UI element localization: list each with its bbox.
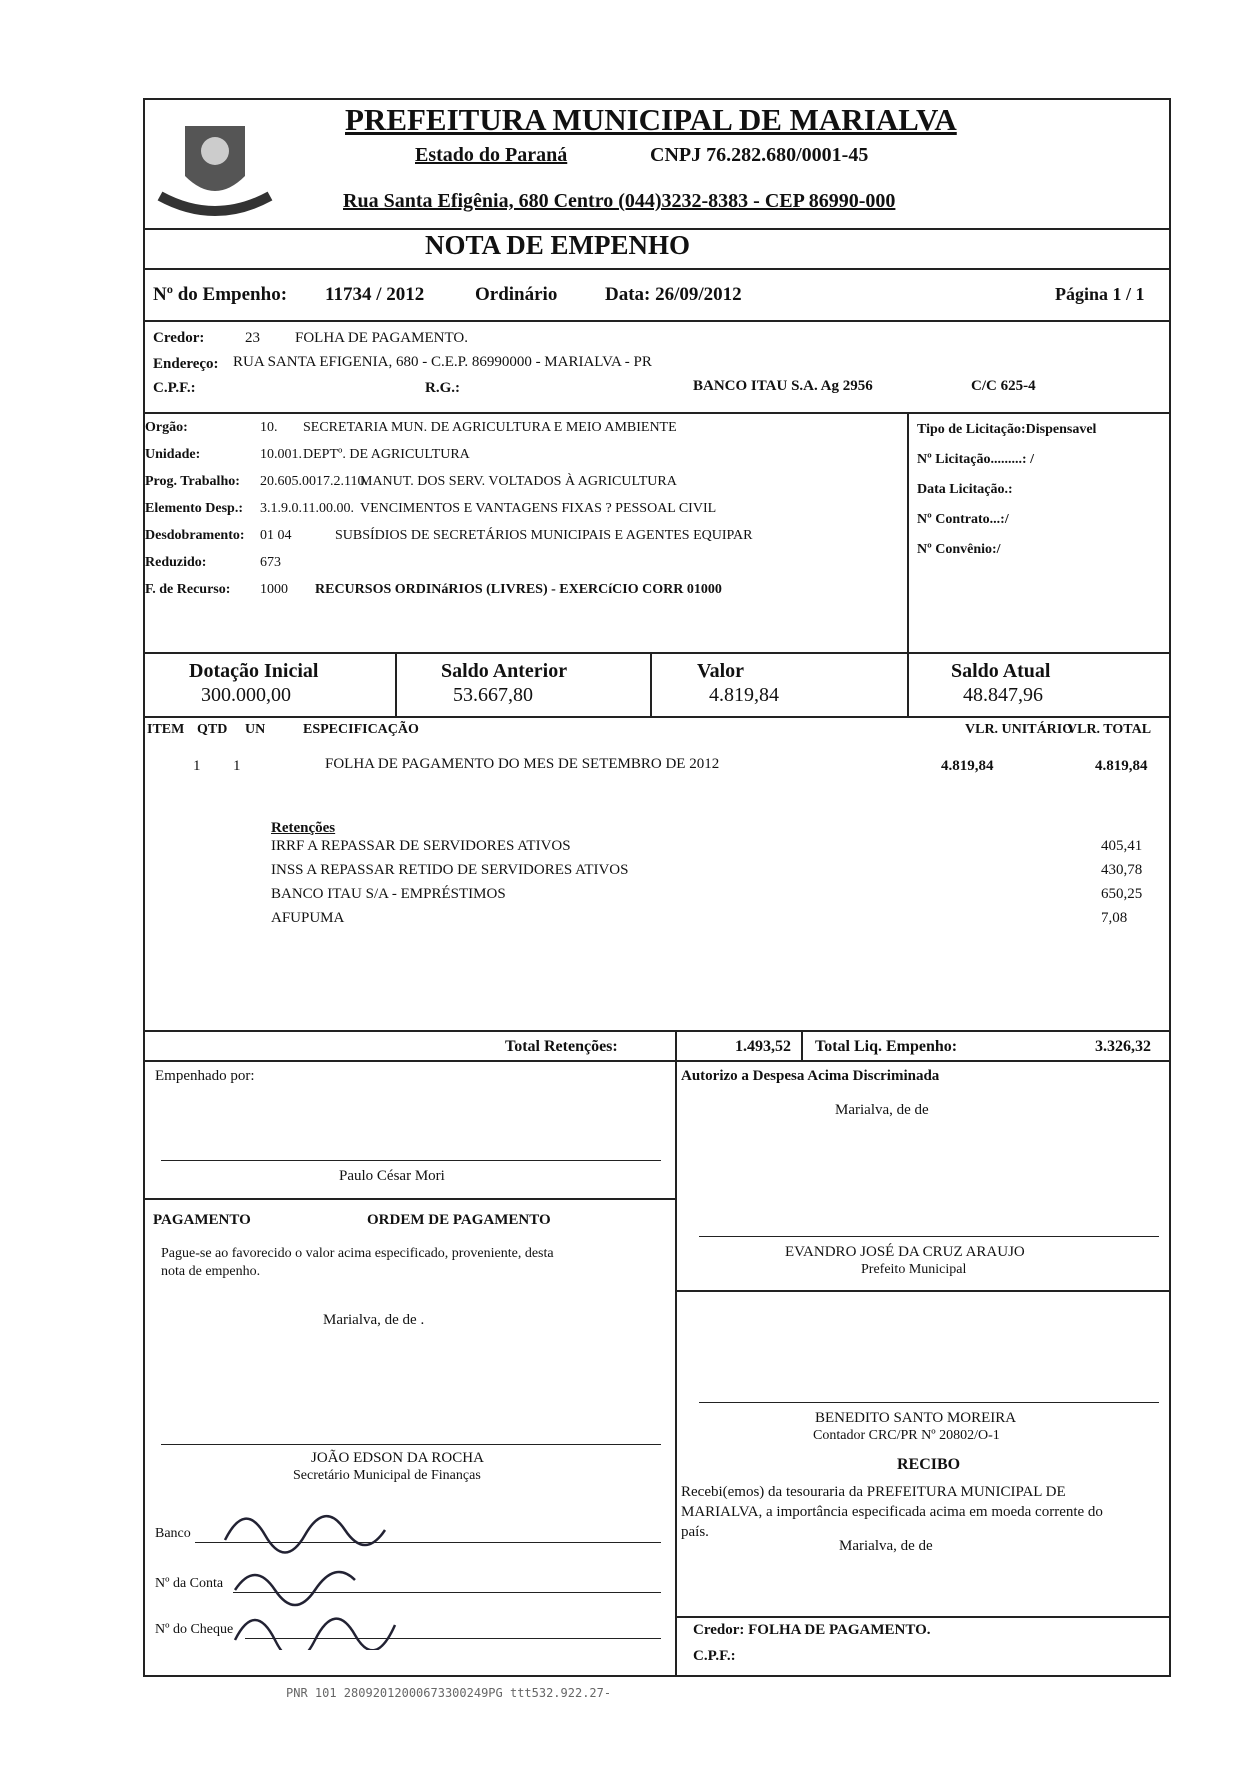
retencao-item: IRRF A REPASSAR DE SERVIDORES ATIVOS — [271, 838, 571, 854]
total-ret-label: Total Retenções: — [505, 1038, 618, 1055]
dot-label: Desdobramento: — [145, 528, 245, 543]
col-header: QTD — [197, 722, 228, 737]
retencao-value: 650,25 — [1101, 886, 1143, 902]
joao-name: JOÃO EDSON DA ROCHA — [311, 1450, 484, 1466]
saldo-label: Dotação Inicial — [189, 660, 319, 682]
retencoes-title: Retenções — [271, 820, 336, 836]
licitacao-field: Tipo de Licitação:Dispensavel — [917, 422, 1097, 437]
empenho-date: Data: 26/09/2012 — [605, 284, 742, 305]
retencao-value: 7,08 — [1101, 910, 1128, 926]
autorizo-label: Autorizo a Despesa Acima Discriminada — [681, 1068, 940, 1084]
dot-label: Reduzido: — [145, 555, 207, 570]
item-number: 1 — [193, 758, 201, 774]
dot-code: 10.001. — [260, 447, 302, 462]
col-header: VLR. TOTAL — [1067, 722, 1152, 737]
bank-info: BANCO ITAU S.A. Ag 2956 — [693, 378, 873, 394]
dot-desc: SUBSÍDIOS DE SECRETÁRIOS MUNICIPAIS E AGENTES EQUIPAR — [335, 528, 753, 543]
dot-desc: MANUT. DOS SERV. VOLTADOS À AGRICULTURA — [360, 474, 677, 489]
licitacao-field: Data Licitação.: — [917, 482, 1013, 497]
cpf-label: C.P.F.: — [153, 380, 196, 396]
date-line-1: Marialva, de de — [835, 1102, 929, 1118]
state: Estado do Paraná — [415, 144, 568, 166]
dot-desc: DEPTº. DE AGRICULTURA — [303, 447, 470, 462]
pagamento-title: PAGAMENTO — [153, 1212, 251, 1228]
saldo-value: 48.847,96 — [963, 684, 1043, 706]
cheque-label: Nº do Cheque — [155, 1622, 234, 1637]
item-desc: FOLHA DE PAGAMENTO DO MES DE SETEMBRO DE 2012 — [325, 756, 720, 772]
handwritten-signatures — [215, 1480, 435, 1650]
total-ret-value: 1.493,52 — [735, 1038, 791, 1055]
saldo-label: Saldo Anterior — [441, 660, 568, 682]
dot-desc: RECURSOS ORDINáRIOS (LIVRES) - EXERCíCIO CORR 01000 — [315, 582, 722, 597]
retencao-item: AFUPUMA — [271, 910, 345, 926]
page-number: Página 1 / 1 — [1055, 284, 1145, 304]
empenho-label: Nº do Empenho: — [153, 284, 288, 305]
endereco-label: Endereço: — [153, 356, 219, 372]
dot-desc: SECRETARIA MUN. DE AGRICULTURA E MEIO AMBIENTE — [303, 420, 677, 435]
secretario-title: Secretário Municipal de Finanças — [293, 1468, 481, 1483]
col-header: UN — [245, 722, 266, 737]
credor-address: RUA SANTA EFIGENIA, 680 - C.E.P. 86990000 - MARIALVA - PR — [233, 354, 652, 370]
total-liq-label: Total Liq. Empenho: — [815, 1038, 958, 1055]
dot-code: 3.1.9.0.11.00.00. — [260, 501, 354, 516]
recibo-credor: Credor: FOLHA DE PAGAMENTO. — [693, 1622, 931, 1638]
pague-text: Pague-se ao favorecido o valor acima especificado, proveniente, desta — [161, 1246, 554, 1261]
evandro-name: EVANDRO JOSÉ DA CRUZ ARAUJO — [785, 1244, 1025, 1260]
licitacao-field: Nº Contrato...:/ — [917, 512, 1009, 527]
saldo-value: 4.819,84 — [709, 684, 779, 706]
paulo-name: Paulo César Mori — [339, 1168, 445, 1184]
credor-name: FOLHA DE PAGAMENTO. — [295, 330, 468, 346]
item-qty: 1 — [233, 758, 241, 774]
saldo-value: 53.667,80 — [453, 684, 533, 706]
title: PREFEITURA MUNICIPAL DE MARIALVA — [345, 102, 957, 137]
col-header: ESPECIFICAÇÃO — [303, 722, 419, 737]
credor-code: 23 — [245, 330, 260, 346]
pague-text-2: nota de empenho. — [161, 1264, 261, 1279]
dot-desc: VENCIMENTOS E VANTAGENS FIXAS ? PESSOAL CIVIL — [360, 501, 717, 516]
date-line-3: Marialva, de de — [839, 1538, 933, 1554]
retencao-value: 430,78 — [1101, 862, 1143, 878]
retencao-item: BANCO ITAU S/A - EMPRÉSTIMOS — [271, 886, 506, 902]
saldo-label: Saldo Atual — [951, 660, 1051, 682]
dot-code: 20.605.0017.2.110. — [260, 474, 368, 489]
recibo-cpf: C.P.F.: — [693, 1648, 736, 1664]
total-liq-value: 3.326,32 — [1095, 1038, 1151, 1055]
col-header: ITEM — [147, 722, 185, 737]
dot-label: Unidade: — [145, 447, 201, 462]
dot-code: 01 04 — [260, 528, 292, 543]
contador-title: Contador CRC/PR Nº 20802/O-1 — [813, 1428, 1000, 1443]
dot-label: F. de Recurso: — [145, 582, 231, 597]
dot-code: 673 — [260, 555, 281, 570]
dot-label: Orgão: — [145, 420, 188, 435]
recibo-text-2: MARIALVA, a importância especificada acima em moeda corrente do — [681, 1504, 1103, 1520]
ordem-title: ORDEM DE PAGAMENTO — [367, 1212, 551, 1228]
barcode-text: PNR 101 28092012000673300249PG ttt532.922.27- — [286, 1686, 612, 1700]
licitacao-field: Nº Licitação.........: / — [917, 452, 1034, 467]
saldo-label: Valor — [697, 660, 745, 682]
retencao-value: 405,41 — [1101, 838, 1143, 854]
doc-title: NOTA DE EMPENHO — [425, 230, 691, 260]
empenho-number: 11734 / 2012 — [325, 284, 425, 305]
coat-of-arms-icon — [155, 106, 275, 226]
empenho-type: Ordinário — [475, 284, 558, 305]
dot-code: 10. — [260, 420, 278, 435]
address: Rua Santa Efigênia, 680 Centro (044)3232-8383 - CEP 86990-000 — [343, 190, 896, 212]
prefeito-title: Prefeito Municipal — [861, 1262, 967, 1277]
retencao-item: INSS A REPASSAR RETIDO DE SERVIDORES ATIVOS — [271, 862, 629, 878]
recibo-title: RECIBO — [897, 1456, 961, 1473]
saldo-value: 300.000,00 — [201, 684, 291, 706]
recibo-text: Recebi(emos) da tesouraria da PREFEITURA MUNICIPAL DE — [681, 1484, 1066, 1500]
dot-label: Elemento Desp.: — [145, 501, 243, 516]
recibo-text-3: país. — [681, 1524, 709, 1540]
benedito-name: BENEDITO SANTO MOREIRA — [815, 1410, 1017, 1426]
dot-label: Prog. Trabalho: — [145, 474, 240, 489]
item-unit-value: 4.819,84 — [941, 758, 994, 774]
credor-label: Credor: — [153, 330, 205, 346]
rg-label: R.G.: — [425, 380, 460, 396]
conta-label: Nº da Conta — [155, 1576, 224, 1591]
item-total-value: 4.819,84 — [1095, 758, 1148, 774]
account-info: C/C 625-4 — [971, 378, 1036, 394]
col-header: VLR. UNITÁRIO — [965, 722, 1074, 737]
date-line-2: Marialva, de de . — [323, 1312, 425, 1328]
dot-code: 1000 — [260, 582, 288, 597]
document-frame — [143, 98, 1171, 1677]
empenhado-label: Empenhado por: — [155, 1068, 255, 1084]
banco-label: Banco — [155, 1526, 191, 1541]
licitacao-field: Nº Convênio:/ — [917, 542, 1001, 557]
cnpj: CNPJ 76.282.680/0001-45 — [650, 144, 869, 166]
